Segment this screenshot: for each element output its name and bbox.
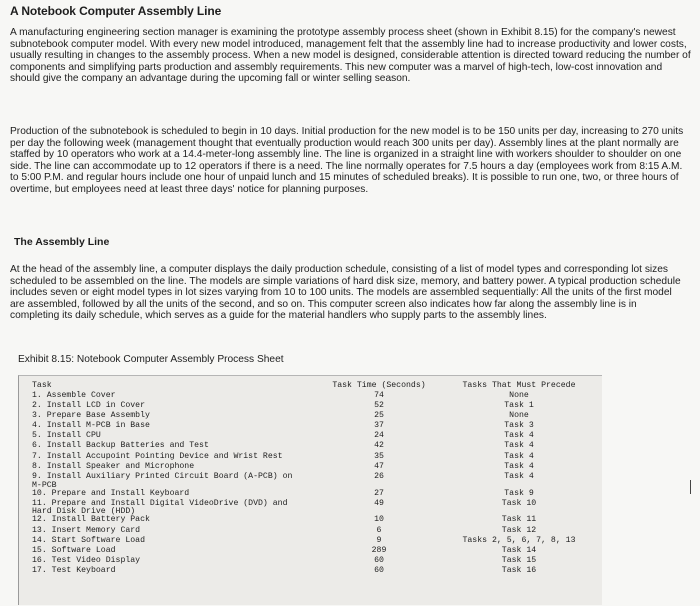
assembly-line-paragraph: At the head of the assembly line, a computer displays the daily production schedule, consisting of a list of model types and corresponding lot sizes scheduled to be assembled on the line. The models are simple variations of hard disk size, memory, and battery power. A typical production schedule includes seven or eight model types in lot sizes varying from 10 to 100 units. The models are assembled sequentially: All the units of the first model are assembled, followed by all the units of the second, and so on. This computer screen also indicates how far along the assembly line is in completing its daily schedule, which serves as a guide for the material handlers who supply parts to the assembly lines. [10,264,681,322]
time-cell: 42 [374,441,384,451]
task-cell: 4. Install M-PCB in Base [32,421,150,431]
table-body [19,392,602,577]
header-precede: Tasks That Must Precede [462,381,576,390]
time-cell: 60 [374,555,384,565]
precede-cell: Task 16 [501,565,537,575]
time-cell: 27 [374,488,384,498]
precede-cell: Task 4 [504,461,534,471]
precede-cell: Task 1 [504,401,534,411]
task-cell: 8. Install Speaker and Microphone [32,461,195,471]
precede-cell: Task 4 [504,471,534,481]
precede-cell: Tasks 2, 5, 6, 7, 8, 13 [462,535,576,545]
time-cell: 74 [374,391,384,400]
text-cursor-mark [690,480,695,494]
table-row [19,473,602,490]
time-cell: 52 [374,401,384,411]
task-cell: 14. Start Software Load [32,535,146,545]
task-cell: 16. Test Video Display [32,555,141,565]
precede-cell: Task 10 [501,498,537,508]
document-title: A Notebook Computer Assembly Line [10,4,222,18]
time-cell: 49 [374,498,384,508]
task-cell: 6. Install Backup Batteries and Test [32,441,209,451]
precede-cell: Task 3 [504,421,534,431]
task-cell: 9. Install Auxiliary Printed Circuit Board (A-PCB) on M-PCB [32,471,293,490]
task-cell: 17. Test Keyboard [32,565,116,575]
precede-cell: Task 4 [504,441,534,451]
precede-cell: None [509,411,529,421]
header-task: Task [32,381,52,390]
time-cell: 10 [374,515,384,525]
time-cell: 9 [376,535,382,545]
task-cell: 3. Prepare Base Assembly [32,411,150,421]
exhibit-caption: Exhibit 8.15: Notebook Computer Assembly Process Sheet [18,354,284,365]
precede-cell: Task 14 [501,545,537,555]
time-cell: 25 [374,411,384,421]
time-cell: 37 [374,421,384,431]
precede-cell: Task 15 [501,555,537,565]
time-cell: 35 [374,451,384,461]
task-cell: 13. Insert Memory Card [32,525,141,535]
time-cell: 24 [374,431,384,441]
task-cell: 7. Install Accupoint Pointing Device and Wrist Rest [32,451,283,461]
table-row [19,567,602,577]
precede-cell: Task 4 [504,451,534,461]
task-cell: 5. Install CPU [32,431,101,441]
time-cell: 26 [374,471,384,481]
time-cell: 47 [374,461,384,471]
table-row [19,500,602,517]
task-cell: 2. Install LCD in Cover [32,401,146,411]
process-sheet-table [18,375,602,605]
task-cell: 15. Software Load [32,545,116,555]
time-cell: 289 [371,545,387,555]
header-time: Task Time (Seconds) [332,381,426,390]
precede-cell: Task 12 [501,525,537,535]
precede-cell: Task 4 [504,431,534,441]
task-cell: 12. Install Battery Pack [32,515,150,525]
task-cell: 10. Prepare and Install Keyboard [32,488,190,498]
precede-cell: Task 11 [501,515,537,525]
time-cell: 60 [374,565,384,575]
intro-paragraph: A manufacturing engineering section manager is examining the prototype assembly process sheet (shown in Exhibit 8.15) for the company's newest subnotebook computer model. With every new model introduced, management felt that the assembly line had to increase productivity and lower costs, usually resulting in changes to the assembly process. When a new model is designed, considerable attention is directed toward reducing the number of components and simplifying parts production and assembly requirements. This new computer was a marvel of high-tech, low-cost innovation and should give the company an advantage during the upcoming fall or winter selling season. [10,27,691,85]
section-heading: The Assembly Line [14,236,110,248]
time-cell: 6 [376,525,382,535]
precede-cell: Task 9 [504,488,534,498]
production-paragraph: Production of the subnotebook is scheduled to begin in 10 days. Initial production for the new model is to be 150 units per day, increasing to 270 units per day the following week (management thought that eventually production would reach 300 units per day). Assembly lines at the plant normally are staffed by 10 operators who work at a 14.4-meter-long assembly line. The line is organized in a straight line with workers shoulder to shoulder on one side. The line can accommodate up to 12 operators if there is a need. The line normally operates for 7.5 hours a day (employees work from 8:15 A.M. to 5:00 P.M. and regular hours include one hour of unpaid lunch and 15 minutes of scheduled breaks). It is possible to run one, two, or three hours of overtime, but employees need at least three days' notice for planning purposes. [10,126,684,195]
precede-cell: None [509,391,529,400]
task-cell: 1. Assemble Cover [32,391,116,400]
task-cell: 11. Prepare and Install Digital VideoDrive (DVD) and Hard Disk Drive (HDD) [32,498,288,517]
